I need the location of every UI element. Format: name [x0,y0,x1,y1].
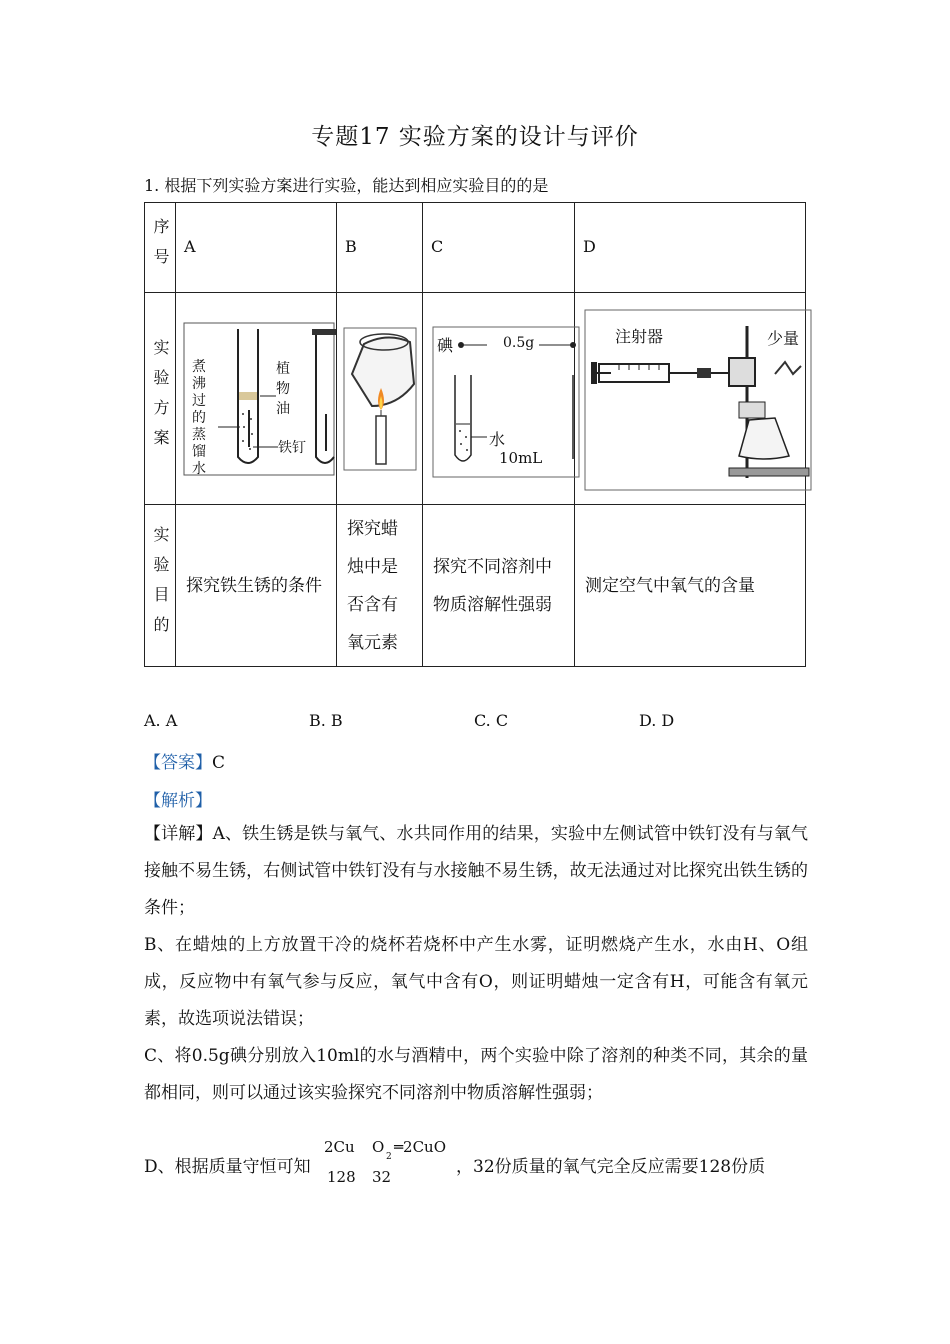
col-header-c: C [423,203,575,293]
figure-a-cell [176,293,337,505]
purpose-c: 探究不同溶剂中物质溶解性强弱 [423,505,575,667]
explanation-b: B、在蜡烛的上方放置干冷的烧杯若烧杯中产生水雾，证明燃烧产生水，水由H、O组成，反应物中有氧气参与反应，氧气中含有O，则证明蜡烛一定含有H，可能含有氧元素，故选项说法错误； [144,935,808,1029]
purpose-a: 探究铁生锈的条件 [176,505,337,667]
explanation-d-start: D、根据质量守恒可知 [144,1157,311,1177]
question-text: 1. 根据下列实验方案进行实验，能达到相应实验目的的是 [144,176,549,195]
eq-product: ═2CuO [394,1138,447,1156]
label-syringe: 注射器 [615,326,664,346]
label-volume: 10mL [499,448,543,467]
label-boiled-water: 煮沸过的蒸馏水 [192,358,206,477]
figure-b-candle-beaker [342,324,418,474]
eq-mass-o: 32 [372,1168,392,1186]
experiment-table [144,202,806,667]
col-header-d: D [575,203,806,293]
eq-mass-cu: 128 [327,1168,356,1186]
label-iron-nail: 铁钉 [278,439,306,456]
eq-reactant-o: O [372,1138,385,1156]
answer-tag: 【答案】 [144,753,212,773]
eq-subscript: 2 [386,1152,392,1162]
figure-d-cell [575,293,806,505]
row-header-purpose: 实验目的 [145,505,176,667]
option-d: D. D [639,711,675,730]
label-iodine: 碘 [437,335,454,355]
figure-b-cell [337,293,423,505]
figure-a-rust-tubes [180,319,332,479]
figure-d-syringe-apparatus [579,306,801,492]
explanation-d-end: ，32份质量的氧气完全反应需要128份质 [456,1157,766,1177]
analysis-tag: 【解析】 [144,791,212,811]
page-title: 专题17 实验方案的设计与评价 [311,124,639,150]
col-header-b: B [337,203,423,293]
answer-line [144,748,225,773]
eq-reactant-cu: 2Cu [324,1138,355,1156]
row-header-number: 序号 [145,203,176,293]
answer-value: C [212,753,226,773]
purpose-d: 测定空气中氧气的含量 [575,505,806,667]
explanation-a: 【详解】A、铁生锈是铁与氧气、水共同作用的结果，实验中左侧试管中铁钉没有与氧气接触不易生锈，右侧试管中铁钉没有与水接触不易生锈，故无法通过对比探究出铁生锈的条件； [144,824,809,918]
option-b: B. B [309,711,343,730]
label-plant-oil: 植物油 [276,360,290,417]
label-mass: 0.5g [503,334,535,351]
explanation-c: C、将0.5g碘分别放入10ml的水与酒精中，两个实验中除了溶剂的种类不同，其余的量都相同，则可以通过该实验探究不同溶剂中物质溶解性强弱； [144,1046,808,1103]
purpose-b: 探究蜡烛中是否含有氧元素 [337,505,423,667]
label-small-amount: 少量 [767,328,800,348]
detail-tag: 【详解】 [144,824,213,844]
label-water: 水 [489,429,506,449]
option-c: C. C [474,711,509,730]
option-a: A. A [144,711,178,730]
col-header-a: A [176,203,337,293]
row-header-plan: 实验方案 [145,293,176,505]
figure-c-cell [423,293,575,505]
figure-c-iodine-tube [427,319,570,479]
